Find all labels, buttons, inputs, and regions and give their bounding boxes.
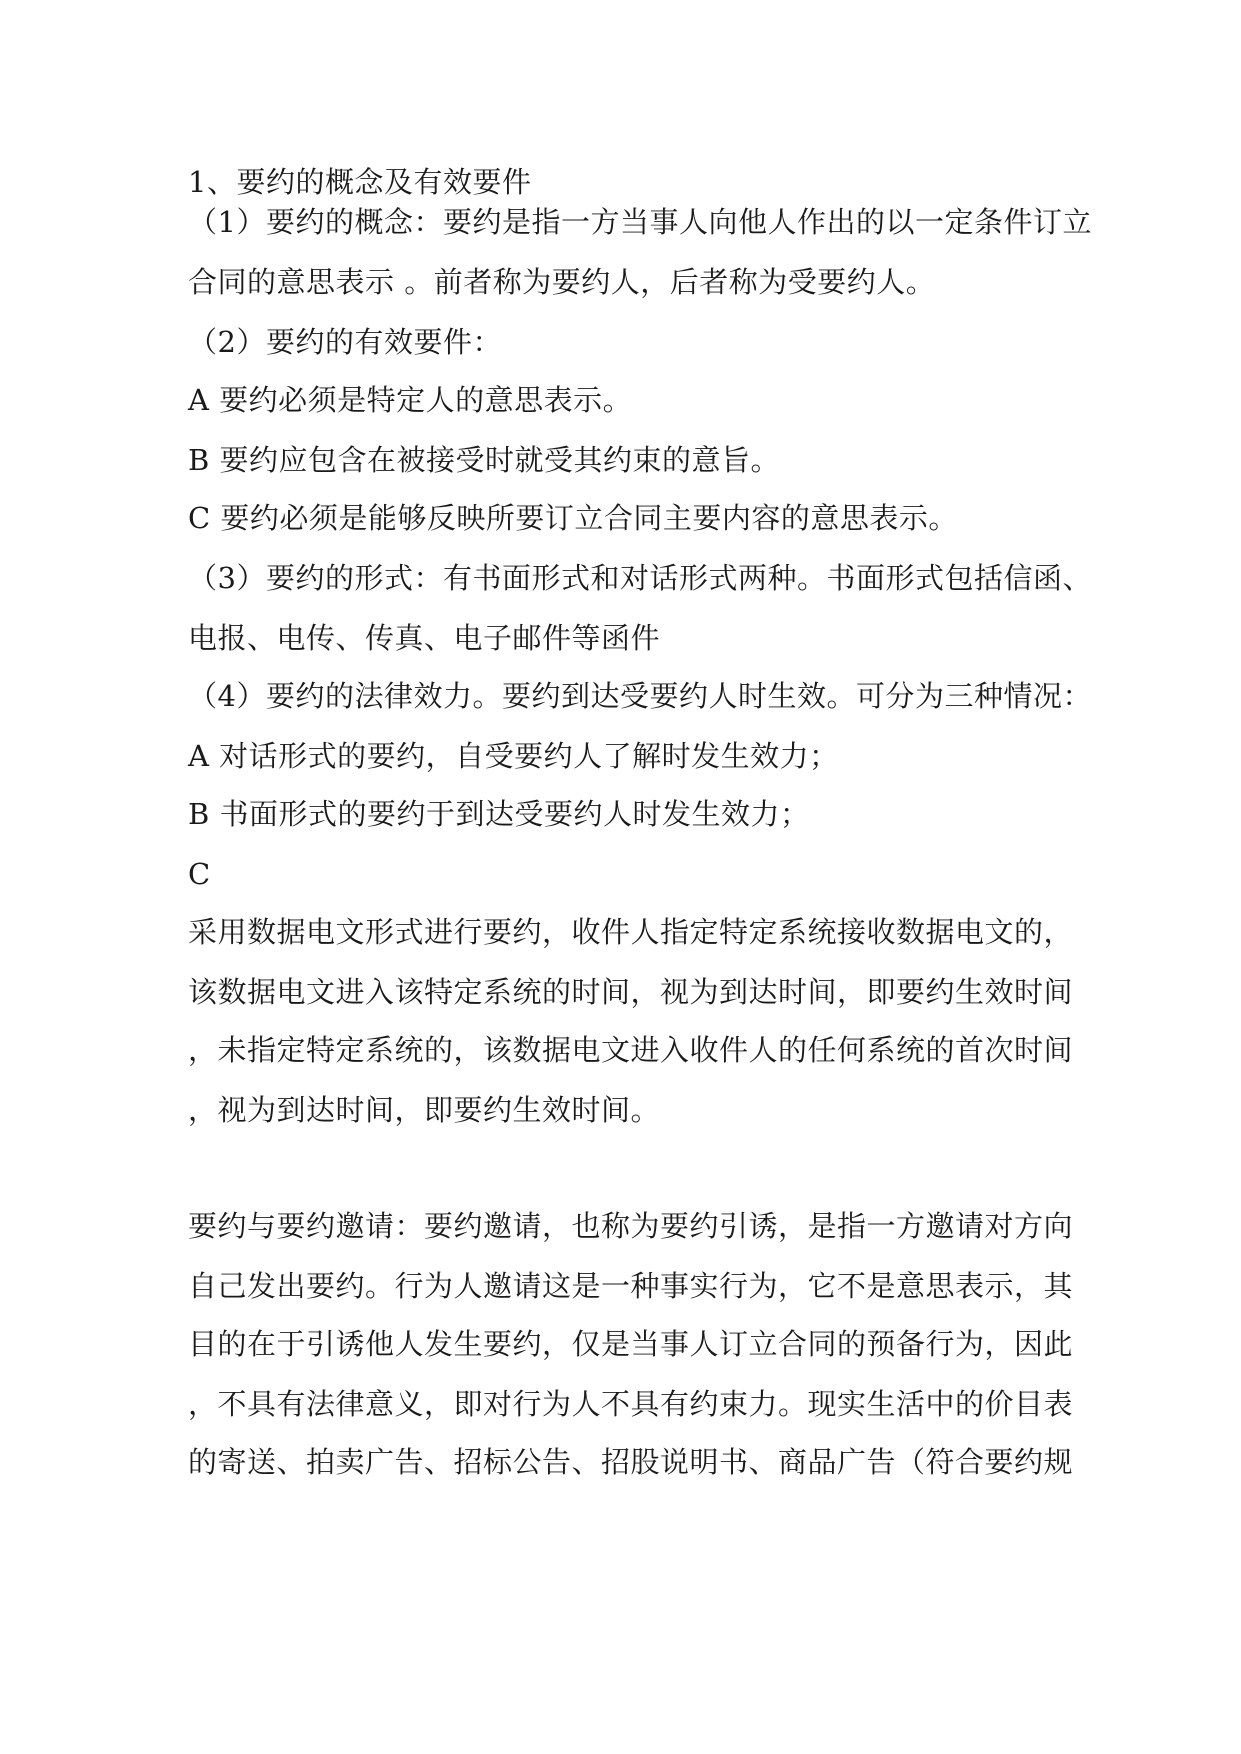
paragraph-line: 合同的意思表示 。前者称为要约人，后者称为受要约人。 (188, 265, 936, 299)
paragraph-line: 目的在于引诱他人发生要约，仅是当事人订立合同的预备行为，因此 (188, 1327, 1074, 1361)
list-item: A 对话形式的要约，自受要约人了解时发生效力； (188, 739, 839, 773)
list-item: B 书面形式的要约于到达受要约人时发生效力； (188, 797, 810, 831)
paragraph-line: （2）要约的有效要件： (188, 325, 502, 359)
paragraph-line: 自己发出要约。行为人邀请这是一种事实行为，它不是意思表示，其 (188, 1269, 1074, 1303)
paragraph-line: 的寄送、拍卖广告、招标公告、招股说明书、商品广告（符合要约规 (188, 1445, 1074, 1479)
list-item: B 要约应包含在被接受时就受其约束的意旨。 (188, 443, 781, 477)
section-heading: 1、要约的概念及有效要件 (188, 165, 532, 199)
paragraph-line: 该数据电文进入该特定系统的时间，视为到达时间，即要约生效时间 (188, 975, 1074, 1009)
paragraph-line: 要约与要约邀请：要约邀请，也称为要约引诱，是指一方邀请对方向 (188, 1209, 1074, 1243)
paragraph-line: ，未指定特定系统的，该数据电文进入收件人的任何系统的首次时间 (188, 1033, 1074, 1067)
list-item: C 要约必须是能够反映所要订立合同主要内容的意思表示。 (188, 501, 958, 535)
paragraph-line: （3）要约的形式：有书面形式和对话形式两种。书面形式包括信函、 (188, 561, 1092, 595)
paragraph-line: 电报、电传、传真、电子邮件等函件 (188, 621, 661, 655)
paragraph-line: ，不具有法律意义，即对行为人不具有约束力。现实生活中的价目表 (188, 1387, 1074, 1421)
paragraph-line: ，视为到达时间，即要约生效时间。 (188, 1093, 661, 1127)
paragraph-line: （4）要约的法律效力。要约到达受要约人时生效。可分为三种情况： (188, 679, 1092, 713)
paragraph-line: （1）要约的概念：要约是指一方当事人向他人作出的以一定条件订立 (188, 205, 1092, 239)
paragraph-line: 采用数据电文形式进行要约，收件人指定特定系统接收数据电文的， (188, 915, 1074, 949)
list-item: A 要约必须是特定人的意思表示。 (188, 383, 633, 417)
list-item: C (188, 857, 211, 891)
